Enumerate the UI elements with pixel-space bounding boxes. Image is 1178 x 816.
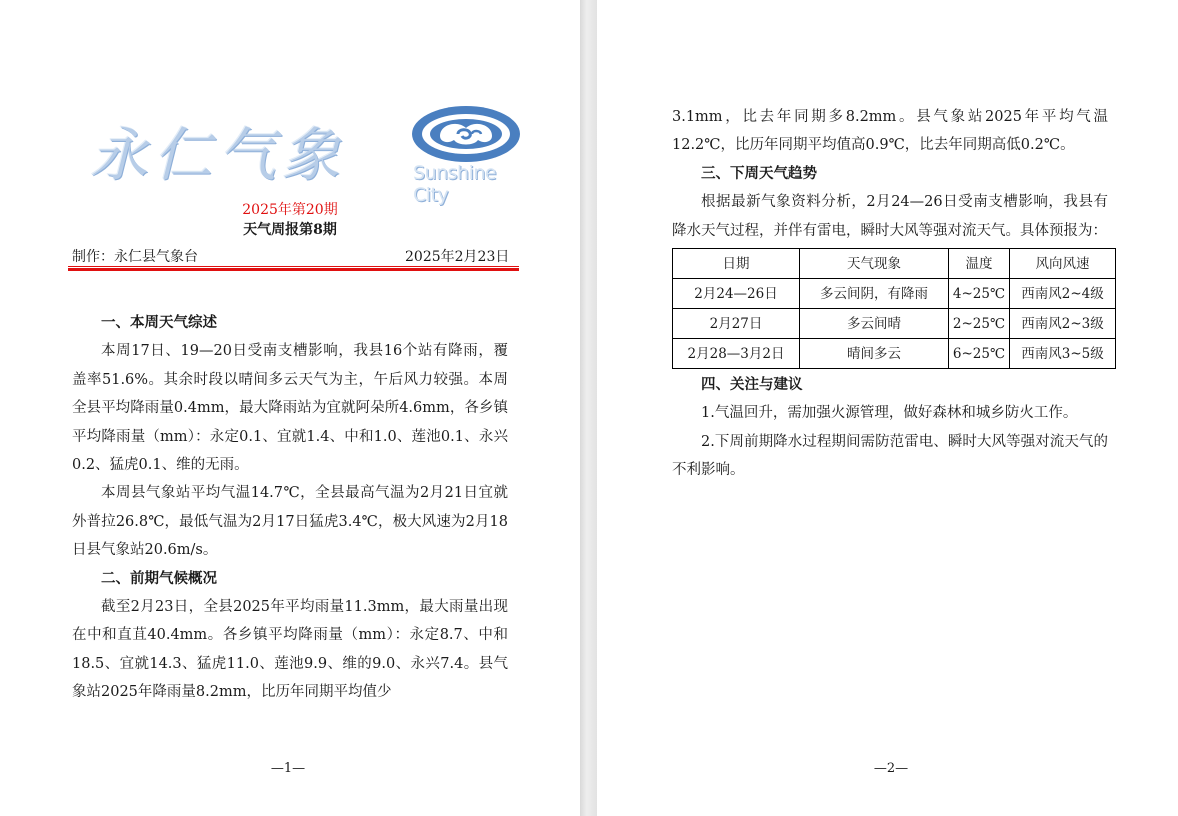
table-cell: 4~25℃ (949, 279, 1010, 309)
advice-item: 1.气温回升，需加强火源管理，做好森林和城乡防火工作。 (701, 405, 1078, 422)
table-cell: 西南风2~4级 (1010, 279, 1116, 309)
table-cell: 6~25℃ (949, 339, 1010, 369)
table-header-cell: 风向风速 (1010, 249, 1116, 279)
section-1-paragraph: 本周17日、19—20日受南支槽影响，我县16个站有降雨，覆盖率51.6%。其余时段以晴间多云天气为主，午后风力较强。本周全县平均降雨量0.4mm，最大降雨站为宜就阿朵所4.6mm，各乡镇平均降雨量（mm）：永定0.1、宜就1.4、中和1.0、莲池0.1、永兴0.2、猛虎0.1、维的无雨。 (72, 343, 508, 474)
header-rule-thin (68, 266, 519, 267)
maker-label: 制作：永仁县气象台 (72, 249, 198, 265)
table-cell: 2月28—3月2日 (673, 339, 800, 369)
forecast-table (672, 248, 1116, 369)
table-cell: 多云间阴，有降雨 (800, 279, 949, 309)
table-header-cell: 天气现象 (800, 249, 949, 279)
section-1-heading: 一、本周天气综述 (101, 314, 217, 331)
section-2-paragraph-continued: 3.1mm，比去年同期多8.2mm。县气象站2025年平均气温12.2℃，比历年同期平均值高0.9℃，比去年同期高低0.2℃。 (672, 109, 1108, 154)
report-title: 天气周报第8期 (243, 222, 337, 238)
masthead (90, 100, 530, 206)
report-date: 2025年2月23日 (405, 249, 510, 265)
page-1 (0, 0, 580, 816)
table-header-cell: 温度 (949, 249, 1010, 279)
issue-number: 2025年第20期 (242, 202, 338, 218)
table-header-cell: 日期 (673, 249, 800, 279)
page-gutter (580, 0, 597, 816)
advice-item: 2.下周前期降水过程期间需防范雷电、瞬时大风等强对流天气的不利影响。 (672, 433, 1108, 479)
page-2 (597, 0, 1178, 816)
table-cell: 晴间多云 (800, 339, 949, 369)
header-rule-thick (68, 268, 519, 271)
logo-text: Sunshine City (413, 162, 497, 206)
table-cell: 西南风2~3级 (1010, 309, 1116, 339)
table-header-row (673, 249, 1116, 279)
page-2-content (672, 103, 1108, 485)
cloud-swirl-logo-icon (410, 104, 522, 164)
page-number: —1— (270, 761, 306, 776)
table-cell: 多云间晴 (800, 309, 949, 339)
page-1-content (72, 309, 508, 707)
table-cell: 2月27日 (673, 309, 800, 339)
table-row (673, 309, 1116, 339)
section-3-paragraph: 根据最新气象资料分析，2月24—26日受南支槽影响，我县有降水天气过程，并伴有雷电，瞬时大风等强对流天气。具体预报为： (672, 194, 1108, 239)
masthead-title: 永仁气象 (90, 121, 347, 189)
section-4-heading: 四、关注与建议 (701, 376, 803, 394)
section-1-paragraph: 本周县气象站平均气温14.7℃，全县最高气温为2月21日宜就外普拉26.8℃，最低气温为2月17日猛虎3.4℃，极大风速为2月18日县气象站20.6m/s。 (72, 485, 508, 559)
table-cell: 2~25℃ (949, 309, 1010, 339)
table-cell: 2月24—26日 (673, 279, 800, 309)
page-number: —2— (873, 761, 909, 776)
table-cell: 西南风3~5级 (1010, 339, 1116, 369)
table-row (673, 339, 1116, 369)
table-row (673, 279, 1116, 309)
section-2-paragraph: 截至2月23日，全县2025年平均雨量11.3mm，最大雨量出现在中和直苴40.4mm。各乡镇平均降雨量（mm）：永定8.7、中和18.5、宜就14.3、猛虎11.0、莲池9.9、维的9.0、永兴7.4。县气象站2025年降雨量8.2mm，比历年同期平均值少 (72, 599, 508, 701)
section-3-heading: 三、下周天气趋势 (701, 164, 817, 182)
section-2-heading: 二、前期气候概况 (101, 569, 217, 587)
